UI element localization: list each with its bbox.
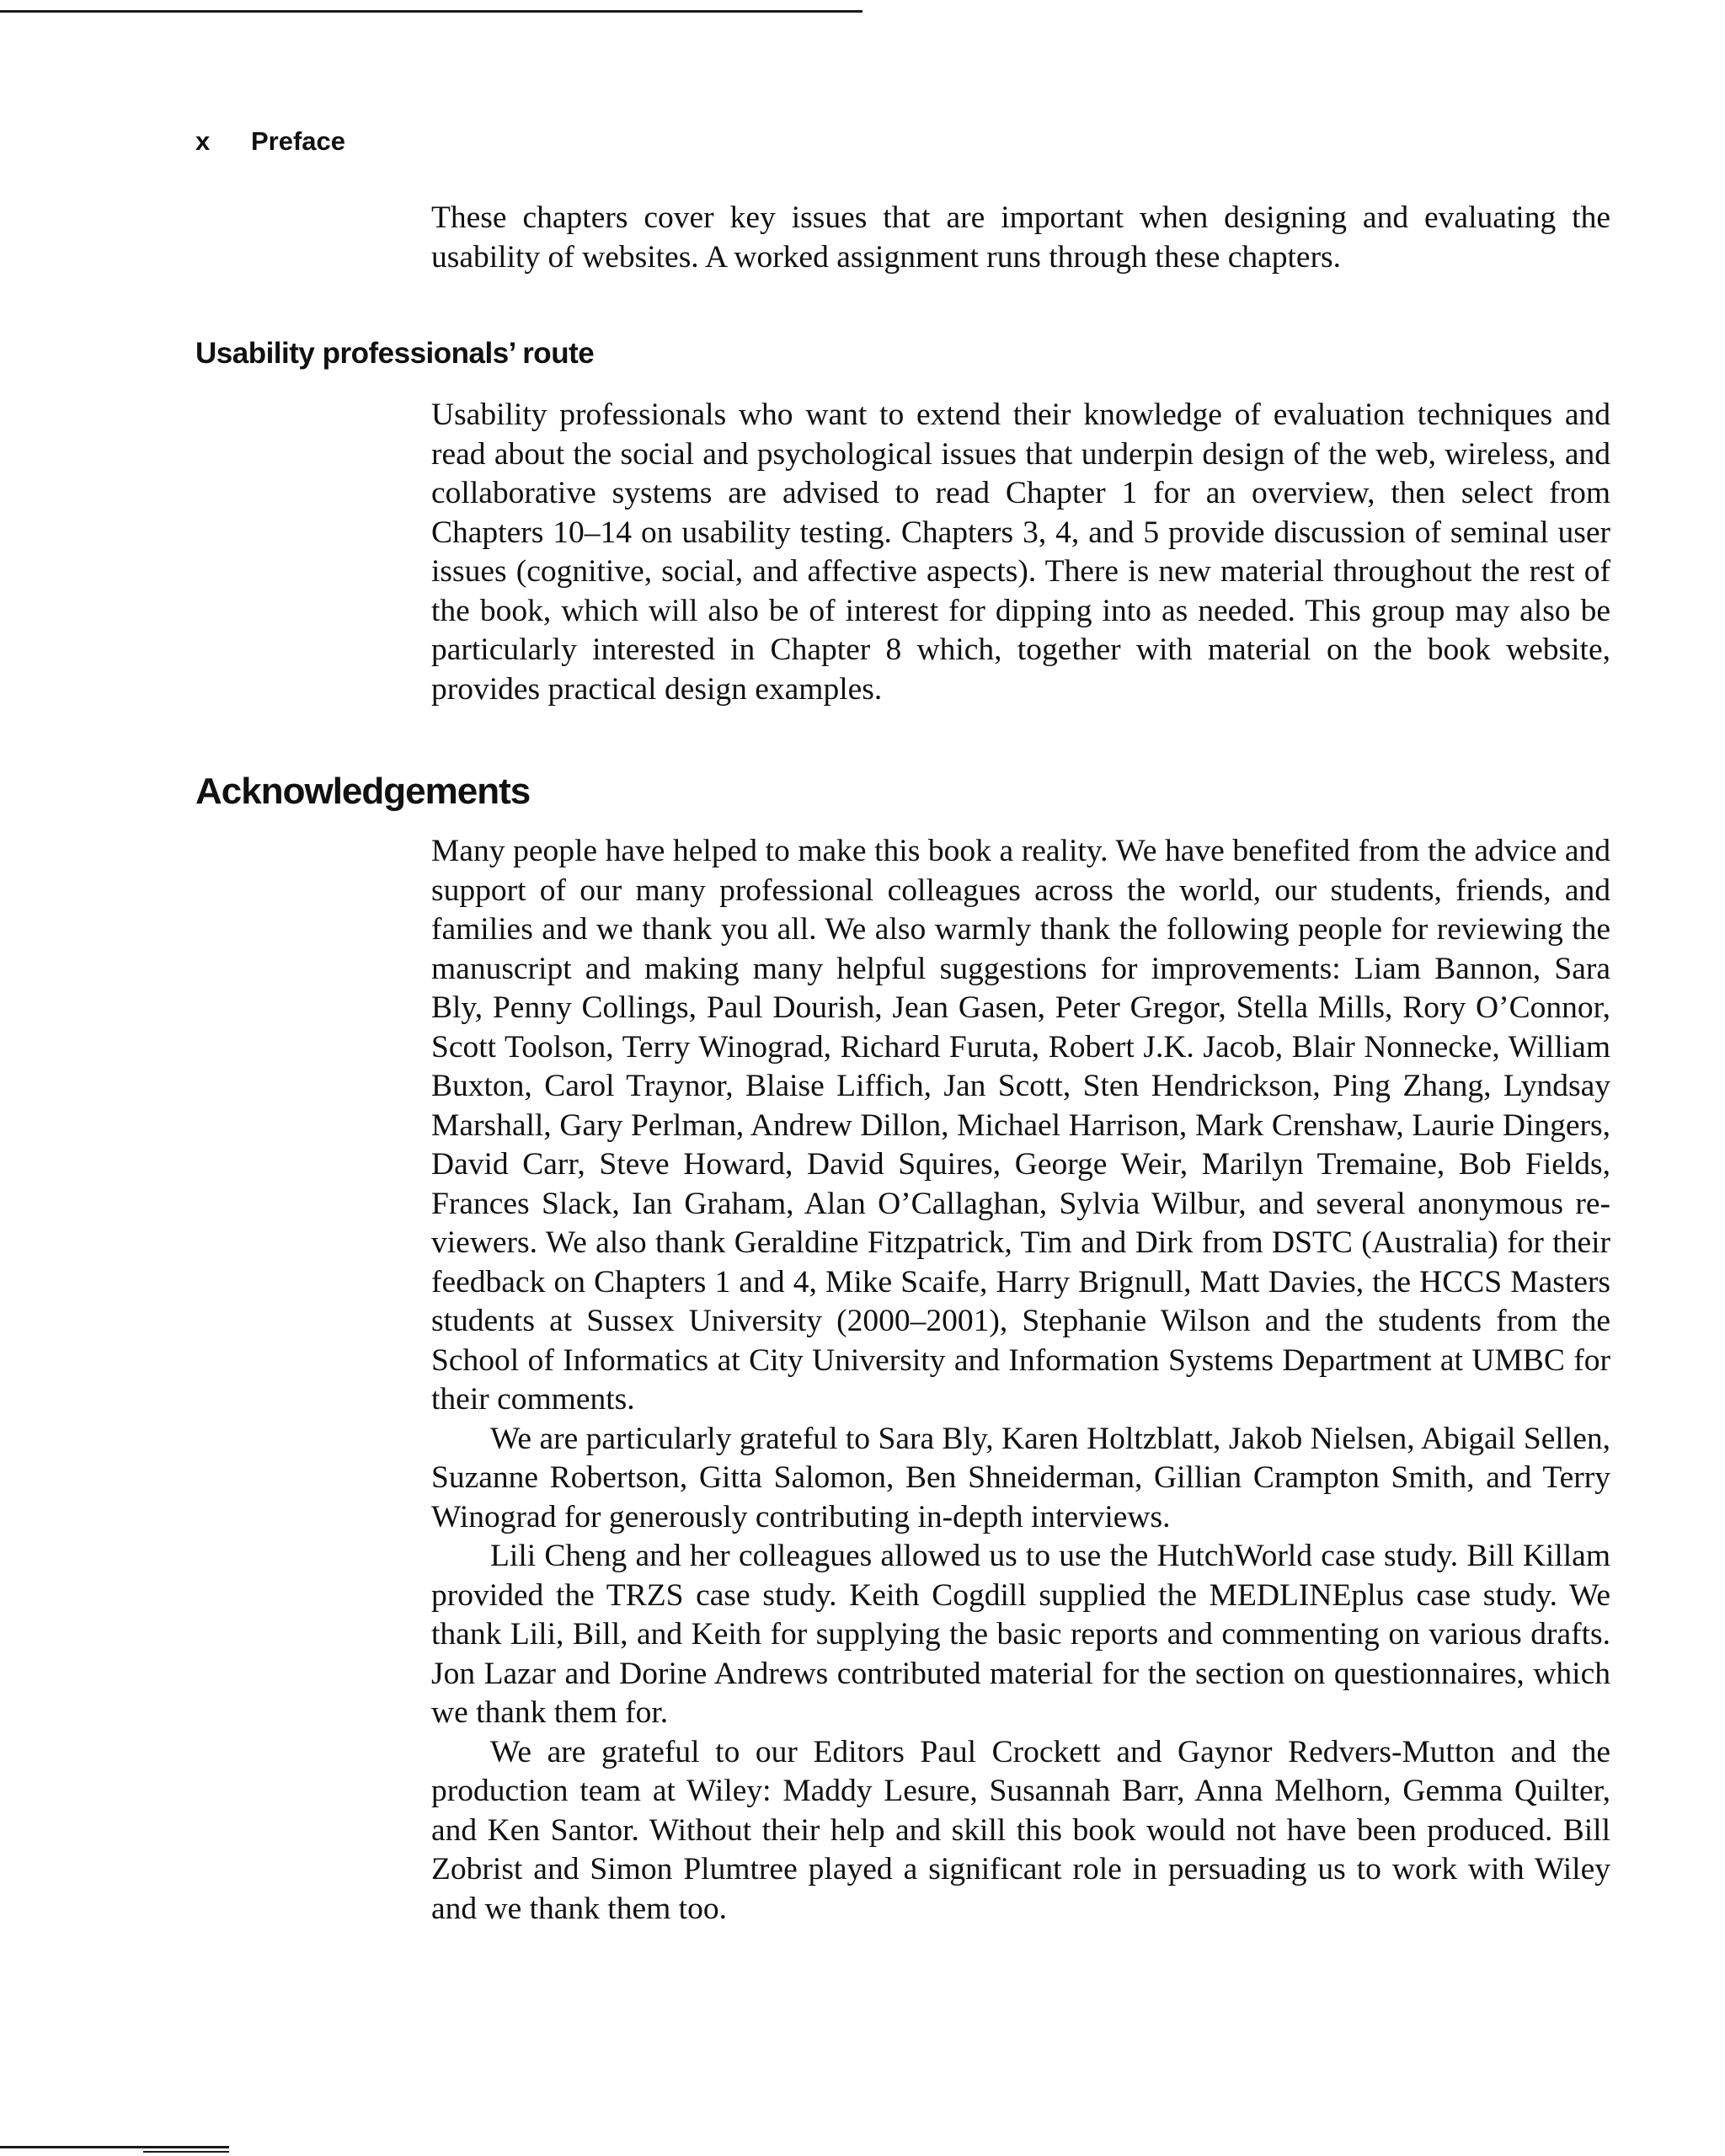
bottom-rule-accent bbox=[143, 2151, 229, 2153]
page-number: x bbox=[195, 126, 211, 156]
intro-paragraph: These chapters cover key issues that are important when designing and evaluating the usability of websites. A worked assignment runs through these chapters. bbox=[431, 200, 1610, 275]
usability-route-heading: Usability professionals’ route bbox=[195, 337, 595, 370]
running-head-title: Preface bbox=[251, 126, 346, 156]
acknowledgements-paragraph-1: Many people have helped to make this book a reality. We have benefited from the advice and support of our many professional colleagues across the world, our students, friends, and families and we thank you all. We also warmly thank the following people for reviewing the manuscript and making many helpful suggestions for improvements: Liam Bannon, Sara Bly, Penny Collings, Paul Dourish, Jean Gasen, Peter Gregor, Stella Mills, Rory O’Connor, Scott Toolson, Terry Winograd, Richard Furuta, Robert J.K. Jacob, Blair Nonnecke, William Buxton, Carol Traynor, Blaise Liffich, Jan Scott, Sten Hendrickson, Ping Zhang, Lyndsay Marshall, Gary Perlman, Andrew Dillon, Michael Harrison, Mark Crenshaw, Laurie Dingers, David Carr, Steve Howard, David Squires, George Weir, Marilyn Tremaine, Bob Fields, Frances Slack, Ian Graham, Alan O’Callaghan, Sylvia Wilbur, and several anonymous reviewers. We also thank Geraldine Fitzpatrick, Tim and Dirk from DSTC (Australia) for their feedback on Chapters 1 and 4, Mike Scaife, Harry Brignull, Matt Davies, the HCCS Masters students at Sussex University (2000–2001), Stephanie Wilson and the students from the School of Informatics at City University and Information Systems Department at UMBC for their comments. bbox=[431, 834, 1610, 1417]
usability-route-text bbox=[431, 396, 1610, 709]
acknowledgements-paragraph-2: We are particularly grateful to Sara Bly, Karen Holtzblatt, Jakob Nielsen, Abigail Sellen, Suzanne Robertson, Gitta Salomon, Ben Shneiderman, Gillian Crampton Smith, and Terry Winograd for generously contributing in-depth interviews. bbox=[431, 1421, 1610, 1534]
usability-route-paragraph: Usability professionals who want to extend their knowledge of evaluation techniques and read about the social and psychological issues that underpin design of the web, wireless, and collaborative systems are advised to read Chapter 1 for an overview, then select from Chapters 10–14 on usability testing. Chapters 3, 4, and 5 provide discussion of seminal user issues (cognitive, social, and affective aspects). There is new material throughout the rest of the book, which will also be of interest for dipping into as needed. This group may also be particularly interested in Chapter 8 which, together with material on the book website, provides practical design examples. bbox=[431, 398, 1610, 707]
top-rule bbox=[0, 10, 862, 13]
intro-text bbox=[431, 199, 1610, 277]
acknowledgements-text bbox=[431, 832, 1610, 1929]
running-head bbox=[195, 125, 345, 158]
acknowledgements-paragraph-4: We are grateful to our Editors Paul Crockett and Gaynor Redvers-Mutton and the production team at Wiley: Maddy Lesure, Susannah Barr, Anna Melhorn, Gemma Quilter, and Ken Santor. Without their help and skill this book would not have been produced. Bill Zobrist and Simon Plumtree played a significant role in persuading us to work with Wiley and we thank them too. bbox=[431, 1734, 1610, 1926]
acknowledgements-paragraph-3: Lili Cheng and her colleagues allowed us to use the HutchWorld case study. Bill Killam provided the TRZS case study. Keith Cogdill supplied the MEDLINEplus case study. We thank Lili, Bill, and Keith for supplying the basic reports and commenting on various drafts. Jon Lazar and Dorine Andrews contributed material for the section on questionnaires, which we thank them for. bbox=[431, 1539, 1610, 1730]
bottom-rule bbox=[0, 2146, 229, 2148]
acknowledgements-heading: Acknowledgements bbox=[195, 771, 531, 812]
